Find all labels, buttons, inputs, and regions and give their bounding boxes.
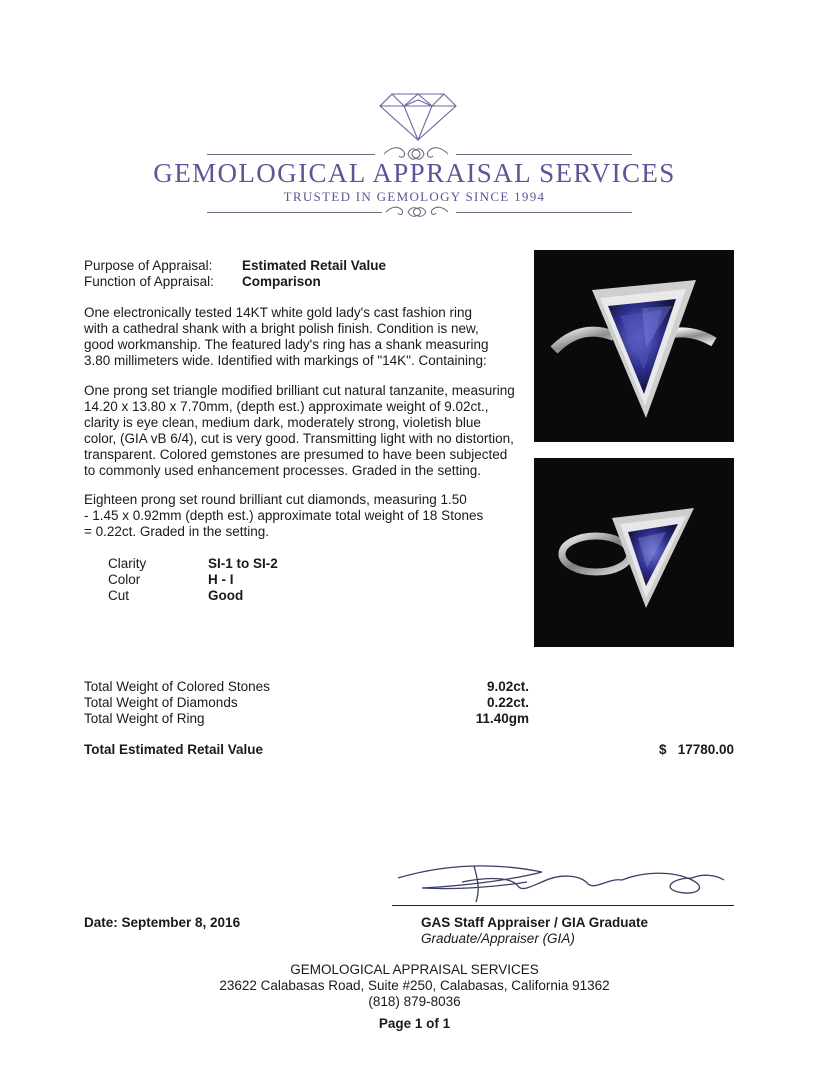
diamond-description: [84, 492, 524, 540]
description-line: to commonly used enhancement processes. Graded in the setting.: [84, 463, 481, 478]
footer-address: 23622 Calabasas Road, Suite #250, Calabasas, California 91362: [219, 978, 610, 993]
footer-company: GEMOLOGICAL APPRAISAL SERVICES: [290, 962, 539, 977]
signature-graphic: [392, 856, 734, 906]
purpose-value: Estimated Retail Value: [242, 258, 387, 273]
company-tagline: TRUSTED IN GEMOLOGY SINCE 1994: [283, 189, 546, 204]
description-line: = 0.22ct. Graded in the setting.: [84, 524, 269, 539]
signature-line: [392, 905, 734, 906]
description-line: with a cathedral shank with a bright polish finish. Condition is new,: [84, 321, 479, 336]
cut-value: Good: [208, 588, 244, 603]
ring-description: [84, 305, 524, 369]
description-line: One prong set triangle modified brilliant cut natural tanzanite, measuring: [84, 383, 515, 398]
purpose-label: Purpose of Appraisal:: [84, 258, 213, 273]
appraiser-title: GAS Staff Appraiser / GIA Graduate: [421, 915, 649, 930]
page-number: Page 1 of 1: [378, 1016, 451, 1031]
function-value: Comparison: [242, 274, 321, 289]
tanzanite-description: [84, 383, 534, 479]
diamond-logo-icon: [378, 90, 458, 142]
description-line: - 1.45 x 0.92mm (depth est.) approximate total weight of 18 Stones: [84, 508, 484, 523]
estimated-value-amount: 17780.00: [677, 742, 734, 757]
description-line: transparent. Colored gemstones are presumed to have been subjected: [84, 447, 508, 462]
cut-label: Cut: [108, 588, 130, 603]
description-line: 3.80 millimeters wide. Identified with markings of "14K". Containing:: [84, 353, 487, 368]
footer-phone: (818) 879-8036: [368, 994, 461, 1009]
header-rule-left-bottom: [207, 212, 382, 213]
currency-symbol: $: [659, 742, 667, 757]
color-value: H - I: [208, 572, 234, 587]
ornament-icon: [384, 203, 450, 221]
total-colored-stones-label: Total Weight of Colored Stones: [84, 679, 270, 694]
color-label: Color: [108, 572, 141, 587]
description-line: clarity is eye clean, medium dark, moderately strong, violetish blue: [84, 415, 481, 430]
ring-photo-top-view: [534, 250, 734, 442]
header-rule-right-bottom: [456, 212, 632, 213]
description-line: good workmanship. The featured lady's ring has a shank measuring: [84, 337, 489, 352]
description-line: One electronically tested 14KT white gold lady's cast fashion ring: [84, 305, 473, 320]
description-line: Eighteen prong set round brilliant cut diamonds, measuring 1.50: [84, 492, 467, 507]
company-name: GEMOLOGICAL APPRAISAL SERVICES: [153, 158, 676, 188]
clarity-label: Clarity: [108, 556, 147, 571]
appraisal-date: Date: September 8, 2016: [84, 915, 241, 930]
total-colored-stones-value: 9.02ct.: [486, 679, 529, 694]
clarity-value: SI-1 to SI-2: [208, 556, 278, 571]
ring-photo-angled-view: [534, 458, 734, 647]
total-diamonds-value: 0.22ct.: [486, 695, 529, 710]
header-rule-left-top: [207, 154, 375, 155]
total-diamonds-label: Total Weight of Diamonds: [84, 695, 238, 710]
description-line: color, (GIA vB 6/4), cut is very good. Transmitting light with no distortion,: [84, 431, 514, 446]
total-ring-weight-value: 11.40gm: [475, 711, 529, 726]
header-rule-right-top: [456, 154, 632, 155]
function-label: Function of Appraisal:: [84, 274, 214, 289]
total-ring-weight-label: Total Weight of Ring: [84, 711, 205, 726]
appraiser-credential: Graduate/Appraiser (GIA): [421, 931, 575, 946]
estimated-value-label: Total Estimated Retail Value: [84, 742, 264, 757]
description-line: 14.20 x 13.80 x 7.70mm, (depth est.) approximate weight of 9.02ct.,: [84, 399, 489, 414]
